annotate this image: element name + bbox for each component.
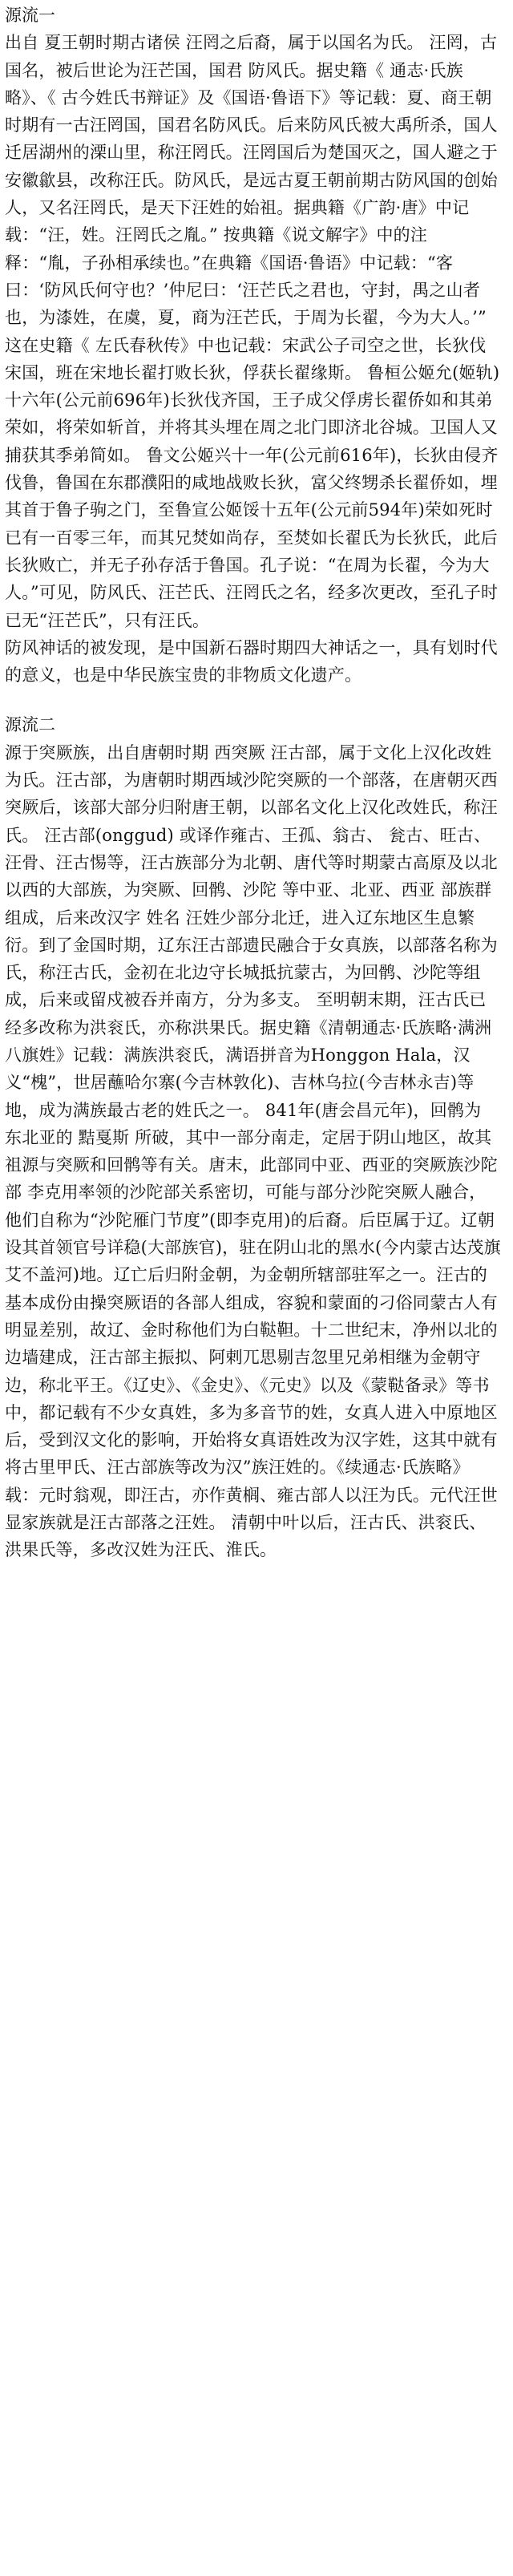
section-origin-two: [5, 711, 502, 1563]
paragraph: 出自 夏王朝时期古诸侯 汪罔之后裔，属于以国名为氏。 汪罔，古国名，被后世论为汪芒国，国君 防风氏。据史籍《 通志·氏族略》、《 古今姓氏书辩证》及《国语·鲁语下》等记载：夏、商王朝时期有一古汪罔国，国君名防风氏。后来防风氏被大禹所杀，国人迁居湖州的溧山里，称汪罔氏。汪罔国后为楚国灭之，国人避之于 安徽歙县，改称汪氏。防风氏，是远古夏王朝前期古防风国的创始人，又名汪罔氏，是天下汪姓的始祖。据典籍《广韵·唐》中记载：“汪，姓。汪罔氏之胤。” 按典籍《说文解字》中的注释：“胤，子孙相承续也。”在典籍《国语·鲁语》中记载：“客曰：‘防风氏何守也？’仲尼曰：‘汪芒氏之君也，守封，禺之山者也，为漆姓，在虞，夏，商为汪芒氏，于周为长翟，今为大人。’” 这在史籍《 左氏春秋传》中也记载：宋武公子司空之世，长狄伐宋国，班在宋地长翟打败长狄，俘获长翟缘斯。 鲁桓公姬允(姬轨)十六年(公元前696年)长狄伐齐国，王子成父俘虏长翟侨如和其弟荣如，将荣如斩首，并将其头埋在周之北门即济北谷城。卫国人又捕获其季弟简如。 鲁文公姬兴十一年(公元前616年)，长狄由侵齐伐鲁，鲁国在东郡濮阳的咸地战败长狄，富父终甥杀长翟侨如，埋其首于鲁子驹之门，至鲁宣公姬馁十五年(公元前594年)荣如死时已有一百零三年，而其兄焚如尚存，至焚如长翟氏为长狄氏，此后长狄败亡，并无子孙存活于鲁国。孔子说：“在周为长翟，今为大人。”可见，防风氏、汪芒氏、汪罔氏之名，经多次更改，至孔子时已无“汪芒氏”，只有汪氏。: [5, 33, 500, 630]
paragraph: 防风神话的被发现，是中国新石器时期四大神话之一，具有划时代的意义，也是中华民族宝贵的非物质文化遗产。: [5, 637, 498, 685]
section-spacer: [5, 689, 502, 711]
section-title: 源流一: [5, 6, 55, 25]
section-title: 源流二: [5, 715, 55, 735]
paragraph: 源于突厥族，出自唐朝时期 西突厥 汪古部，属于文化上汉化改姓为氏。汪古部，为唐朝时期西域沙陀突厥的一个部落，在唐朝灭西突厥后，该部大部分归附唐王朝，以部名文化上汉化改姓氏，称汪氏。 汪古部(onggud) 或译作雍古、王孤、翁古、 瓮古、旺古、汪骨、汪古惕等，汪古族部分为北朝、唐代等时期蒙古高原及以北以西的大部族，为突厥、回鹘、沙陀 等中亚、北亚、西亚 部族群组成，后来改汉字 姓名 汪姓少部分北迁，进入辽东地区生息繁衍。到了金国时期，辽东汪古部遗民融合于女真族，以部落名称为氏，称汪古氏，金初在北边守长城抵抗蒙古，为回鹘、沙陀等组成，后来或留戍被吞并南方，分为多支。 至明朝末期，汪古氏已经多改称为洪衮氏，亦称洪果氏。据史籍《清朝通志·氏族略·满洲八旗姓》记载：满族洪衮氏，满语拼音为Honggon Hala，汉义“槐”，世居蘸哈尔寨(今吉林敦化)、吉林乌拉(今吉林永吉)等地，成为满族最古老的姓氏之一。 841年(唐会昌元年)，回鹘为 东北亚的 黠戛斯 所破，其中一部分南走，定居于阴山地区，故其祖源与突厥和回鹘等有关。唐末，此部同中亚、西亚的突厥族沙陀部 李克用率领的沙陀部关系密切，可能与部分沙陀突厥人融合，他们自称为“沙陀雁门节度”(即李克用)的后裔。后臣属于辽。辽朝设其首领官号详稳(大部族官)，驻在阴山北的黑水(今内蒙古达茂旗艾不盖河)地。辽亡后归附金朝，为金朝所辖部驻军之一。汪古的基本成份由操突厥语的各部人组成，容貌和蒙面的刁俗同蒙古人有明显差别，故辽、金时称他们为白鞑靼。十二世纪末，净州以北的边墙建成，汪古部主振拟、阿剌兀思剔吉忽里兄弟相继为金朝守边，称北平王。《辽史》、《金史》、《元史》以及《蒙鞑备录》等书中，都记载有不少女真姓，多为多音节的姓，女真人进入中原地区后，受到汉文化的影响，开始将女真语姓改为汉字姓，这其中就有将古里甲氏、汪古部族等改为汉”族汪姓的。《续通志·氏族略》载：元时翁观，即汪古，亦作黄榈、雍古部人以汪为氏。元代汪世显家族就是汪古部落之汪姓。 清朝中叶以后，汪古氏、洪衮氏、洪果氏等，多改汉姓为汪氏、淮氏。: [5, 742, 501, 1560]
section-origin-one: [5, 2, 502, 689]
